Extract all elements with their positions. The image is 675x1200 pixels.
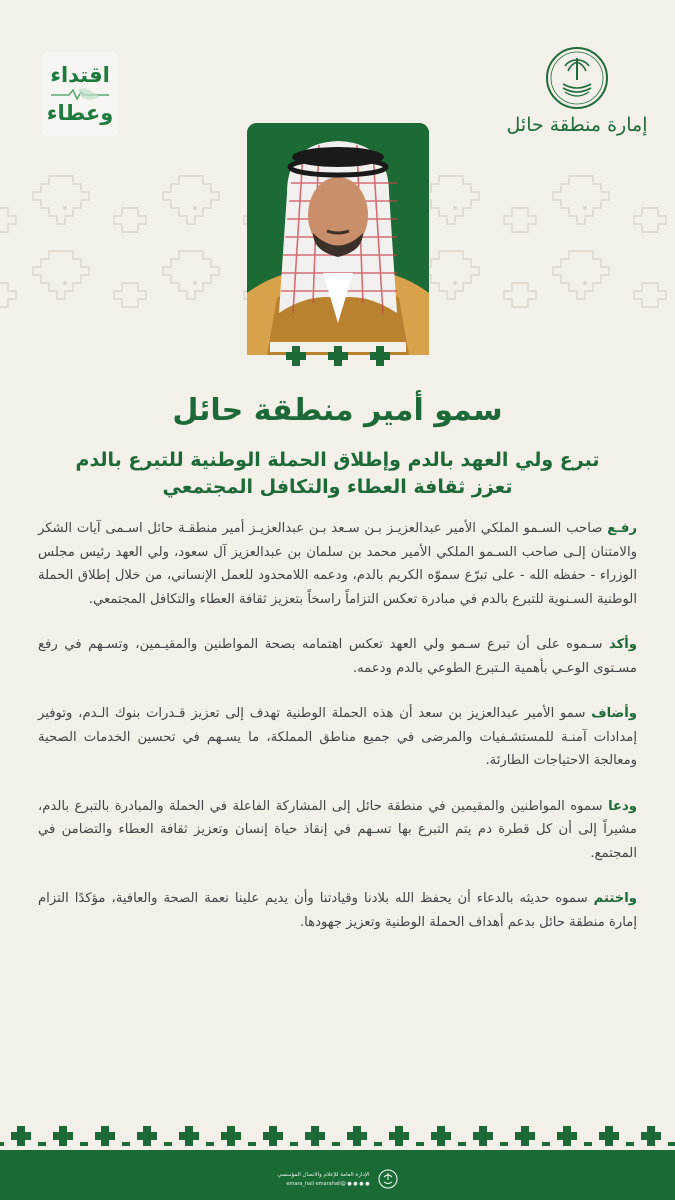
emirate-name: إمارة منطقة حائل — [506, 114, 648, 136]
decorative-crosses — [270, 342, 406, 376]
footer-branding — [250, 1164, 425, 1194]
social-icons: ● ● ● ● — [345, 1180, 370, 1187]
portrait-figure — [247, 123, 429, 355]
article-body — [38, 517, 637, 956]
paragraph-lead: رفـع — [607, 521, 637, 536]
palm-swords-emblem-icon — [545, 46, 609, 110]
campaign-logo — [42, 52, 118, 136]
campaign-logo-line2: وعطاء — [46, 101, 114, 125]
emirate-logo — [506, 46, 648, 156]
paragraph-text: صاحب السـمو الملكي الأمير عبدالعزيـز بـن سـعد بـن عبدالعزيـز أمير منطقـة حائل اسـمى آيات الشكر والامتنان إلـى صاحب السـمو الملكي الأمير محمد بن سلمان بن عبدالعزيز آل سعود، ولي العهد رئيس مجلس الوزراء - حفظه الله - على تبرّع سموّه الكريم بالدم، ودعمه اللامحدود للعمل الإنساني، من خلال إطلاق الحملة الوطنية السـنوية للتبرع بالدم في مبادرة تعكس التزاماً راسخاً بتعزيز ثقافة العطاء والتكافل المجتمعي. — [38, 521, 637, 607]
footer-department: الإدارة العامة للإعلام والاتصال المؤسسي — [277, 1171, 370, 1178]
page-title: سمو أمير منطقة حائل — [172, 393, 503, 428]
subtitle-line1: تبرع ولي العهد بالدم وإطلاق الحملة الوطنية للتبرع بالدم — [75, 449, 600, 471]
paragraph — [38, 633, 637, 680]
paragraph-text: سموه حديثه بالدعاء أن يحفظ الله بلادنا وقيادتنا وأن يديم علينا نعمة الصحة والعافية، مؤكدًا التزام إمارة منطقة حائل بدعم أهداف الحملة الوطنية وتعزيز جهودها. — [38, 891, 637, 930]
subtitle-line2: تعزز ثقافة العطاء والتكافل المجتمعي — [162, 476, 513, 498]
campaign-logo-line1: اقتداء — [50, 63, 110, 87]
paragraph-lead: ودعا — [608, 798, 637, 814]
footer-bar — [0, 1150, 675, 1200]
paragraph-lead: وأضاف — [591, 706, 637, 721]
subtitle — [40, 447, 635, 501]
paragraph — [38, 517, 637, 611]
paragraph — [38, 702, 637, 773]
heartbeat-map-icon — [49, 87, 111, 101]
paragraph-lead: وأكد — [608, 637, 637, 652]
paragraph — [38, 795, 637, 866]
paragraph-lead: واختتم — [593, 891, 637, 906]
footer-handle2[interactable]: emarahail — [315, 1180, 341, 1187]
emirate-emblem-icon — [378, 1169, 398, 1189]
paragraph-text: سموه المواطنين والمقيمين في منطقة حائل إلى المشاركة الفاعلة في الحملة والمبادرة بالتبرع بالدم، مشيراً إلى أن كل قطرة دم يتم التبرع بها تسـهم في إنقاذ حياة إنسان وتعزيز ثقافة العطاء والتضامن في المجتمع. — [38, 798, 637, 861]
paragraph-text: سـموه على أن تبرع سـمو ولي العهد تعكس اهتمامه بصحة المواطنين والمقيـمين، وتسـهم في رفع مسـتوى الوعـي بأهمية الـتبرع الطوعي بالدم ودعمه. — [38, 637, 637, 676]
footer-handle1[interactable]: @emara_hail — [286, 1180, 346, 1187]
paragraph — [38, 887, 637, 934]
paragraph-text: سمو الأمير عبدالعزيز بن سعد أن هذه الحملة الوطنية تهدف إلى تعزيز قـدرات بنوك الـدم، وتوفير إمدادات آمنـة للمستشـفيات والمرضى في جميع مناطق المملكة، ما يسـهم في تحسين الخدمات الصحية ومعالجة الاحتياجات الطارئة. — [38, 706, 637, 768]
footer-social — [277, 1181, 369, 1187]
portrait-photo — [247, 123, 429, 355]
footer-text-block — [277, 1172, 369, 1187]
